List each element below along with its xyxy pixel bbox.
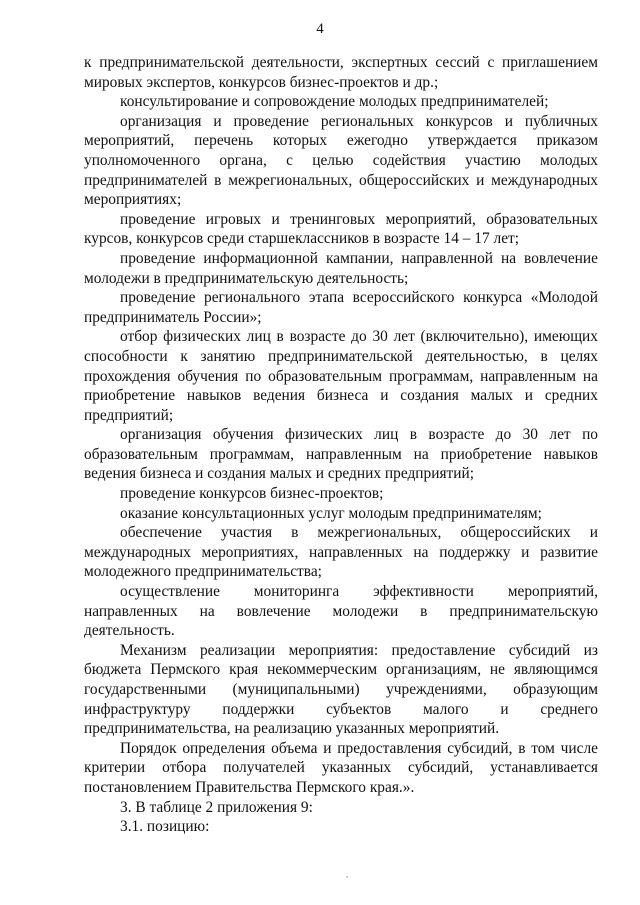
- paragraph-business-contests: проведение конкурсов бизнес-проектов;: [120, 485, 384, 503]
- scan-speck: [346, 876, 348, 878]
- paragraph-consulting: консультирование и сопровождение молодых предпринимателей;: [120, 93, 549, 111]
- paragraph-training: организация обучения физических лиц в возрасте до 30 лет по образовательным программам, направленным на приобретение навыков ведения бизнеса и создания малых и средних предприятий;: [84, 426, 598, 483]
- paragraph-consulting-services: оказание консультационных услуг молодым предпринимателям;: [120, 504, 542, 522]
- paragraph-info-campaign: проведение информационной кампании, направленной на вовлечение молодежи в предпринимательскую деятельность;: [84, 249, 598, 287]
- paragraph-games-trainings: проведение игровых и тренинговых мероприятий, образовательных курсов, конкурсов среди старшеклассников в возрасте 14 – 17 лет;: [84, 210, 598, 248]
- paragraph-selection: отбор физических лиц в возрасте до 30 лет (включительно), имеющих способности к занятию предпринимательской деятельностью, в целях прохождения обучения по образовательным программам, направленным на приобретение навыков ведения бизнеса и создания малых и средних предприятий;: [84, 328, 598, 424]
- paragraph-position: 3.1. позицию:: [120, 818, 210, 836]
- page-number: 4: [316, 21, 324, 37]
- paragraph-regional-stage: проведение регионального этапа всероссийского конкурса «Молодой предприниматель России»;: [84, 289, 598, 326]
- paragraph-monitoring: осуществление мониторинга эффективности мероприятий, направленных на вовлечение молодежи в предпринимательскую деятельность.: [84, 583, 598, 640]
- paragraph-mechanism: Механизм реализации мероприятия: предоставление субсидий из бюджета Пермского края некоммерческим организациям, не являющимся государственными (муниципальными) учреждениями, образующим инфраструктуру поддержки субъектов малого и среднего предпринимательства, на реализацию указанных мероприятий.: [84, 641, 598, 738]
- paragraph-regional-contests: организация и проведение региональных конкурсов и публичных мероприятий, перечень которых ежегодно утверждается приказом уполномоченного органа, с целью содействия участию молодых предпринимателей в межрегиональных, общероссийских и международных мероприятиях;: [84, 112, 598, 209]
- paragraph-procedure: Порядок определения объема и предоставления субсидий, в том числе критерии отбора получателей указанных субсидий, устанавливается постановлением Правительства Пермского края.».: [84, 739, 598, 796]
- paragraph-participation: обеспечение участия в межрегиональных, общероссийских и международных мероприятиях, направленных на поддержку и развитие молодежного предпринимательства;: [84, 524, 598, 581]
- document-body: [84, 53, 598, 837]
- paragraph-continuation: к предпринимательской деятельности, экспертных сессий с приглашением мировых экспертов, конкурсов бизнес-проектов и др.;: [84, 54, 598, 91]
- paragraph-table-2: 3. В таблице 2 приложения 9:: [120, 798, 313, 816]
